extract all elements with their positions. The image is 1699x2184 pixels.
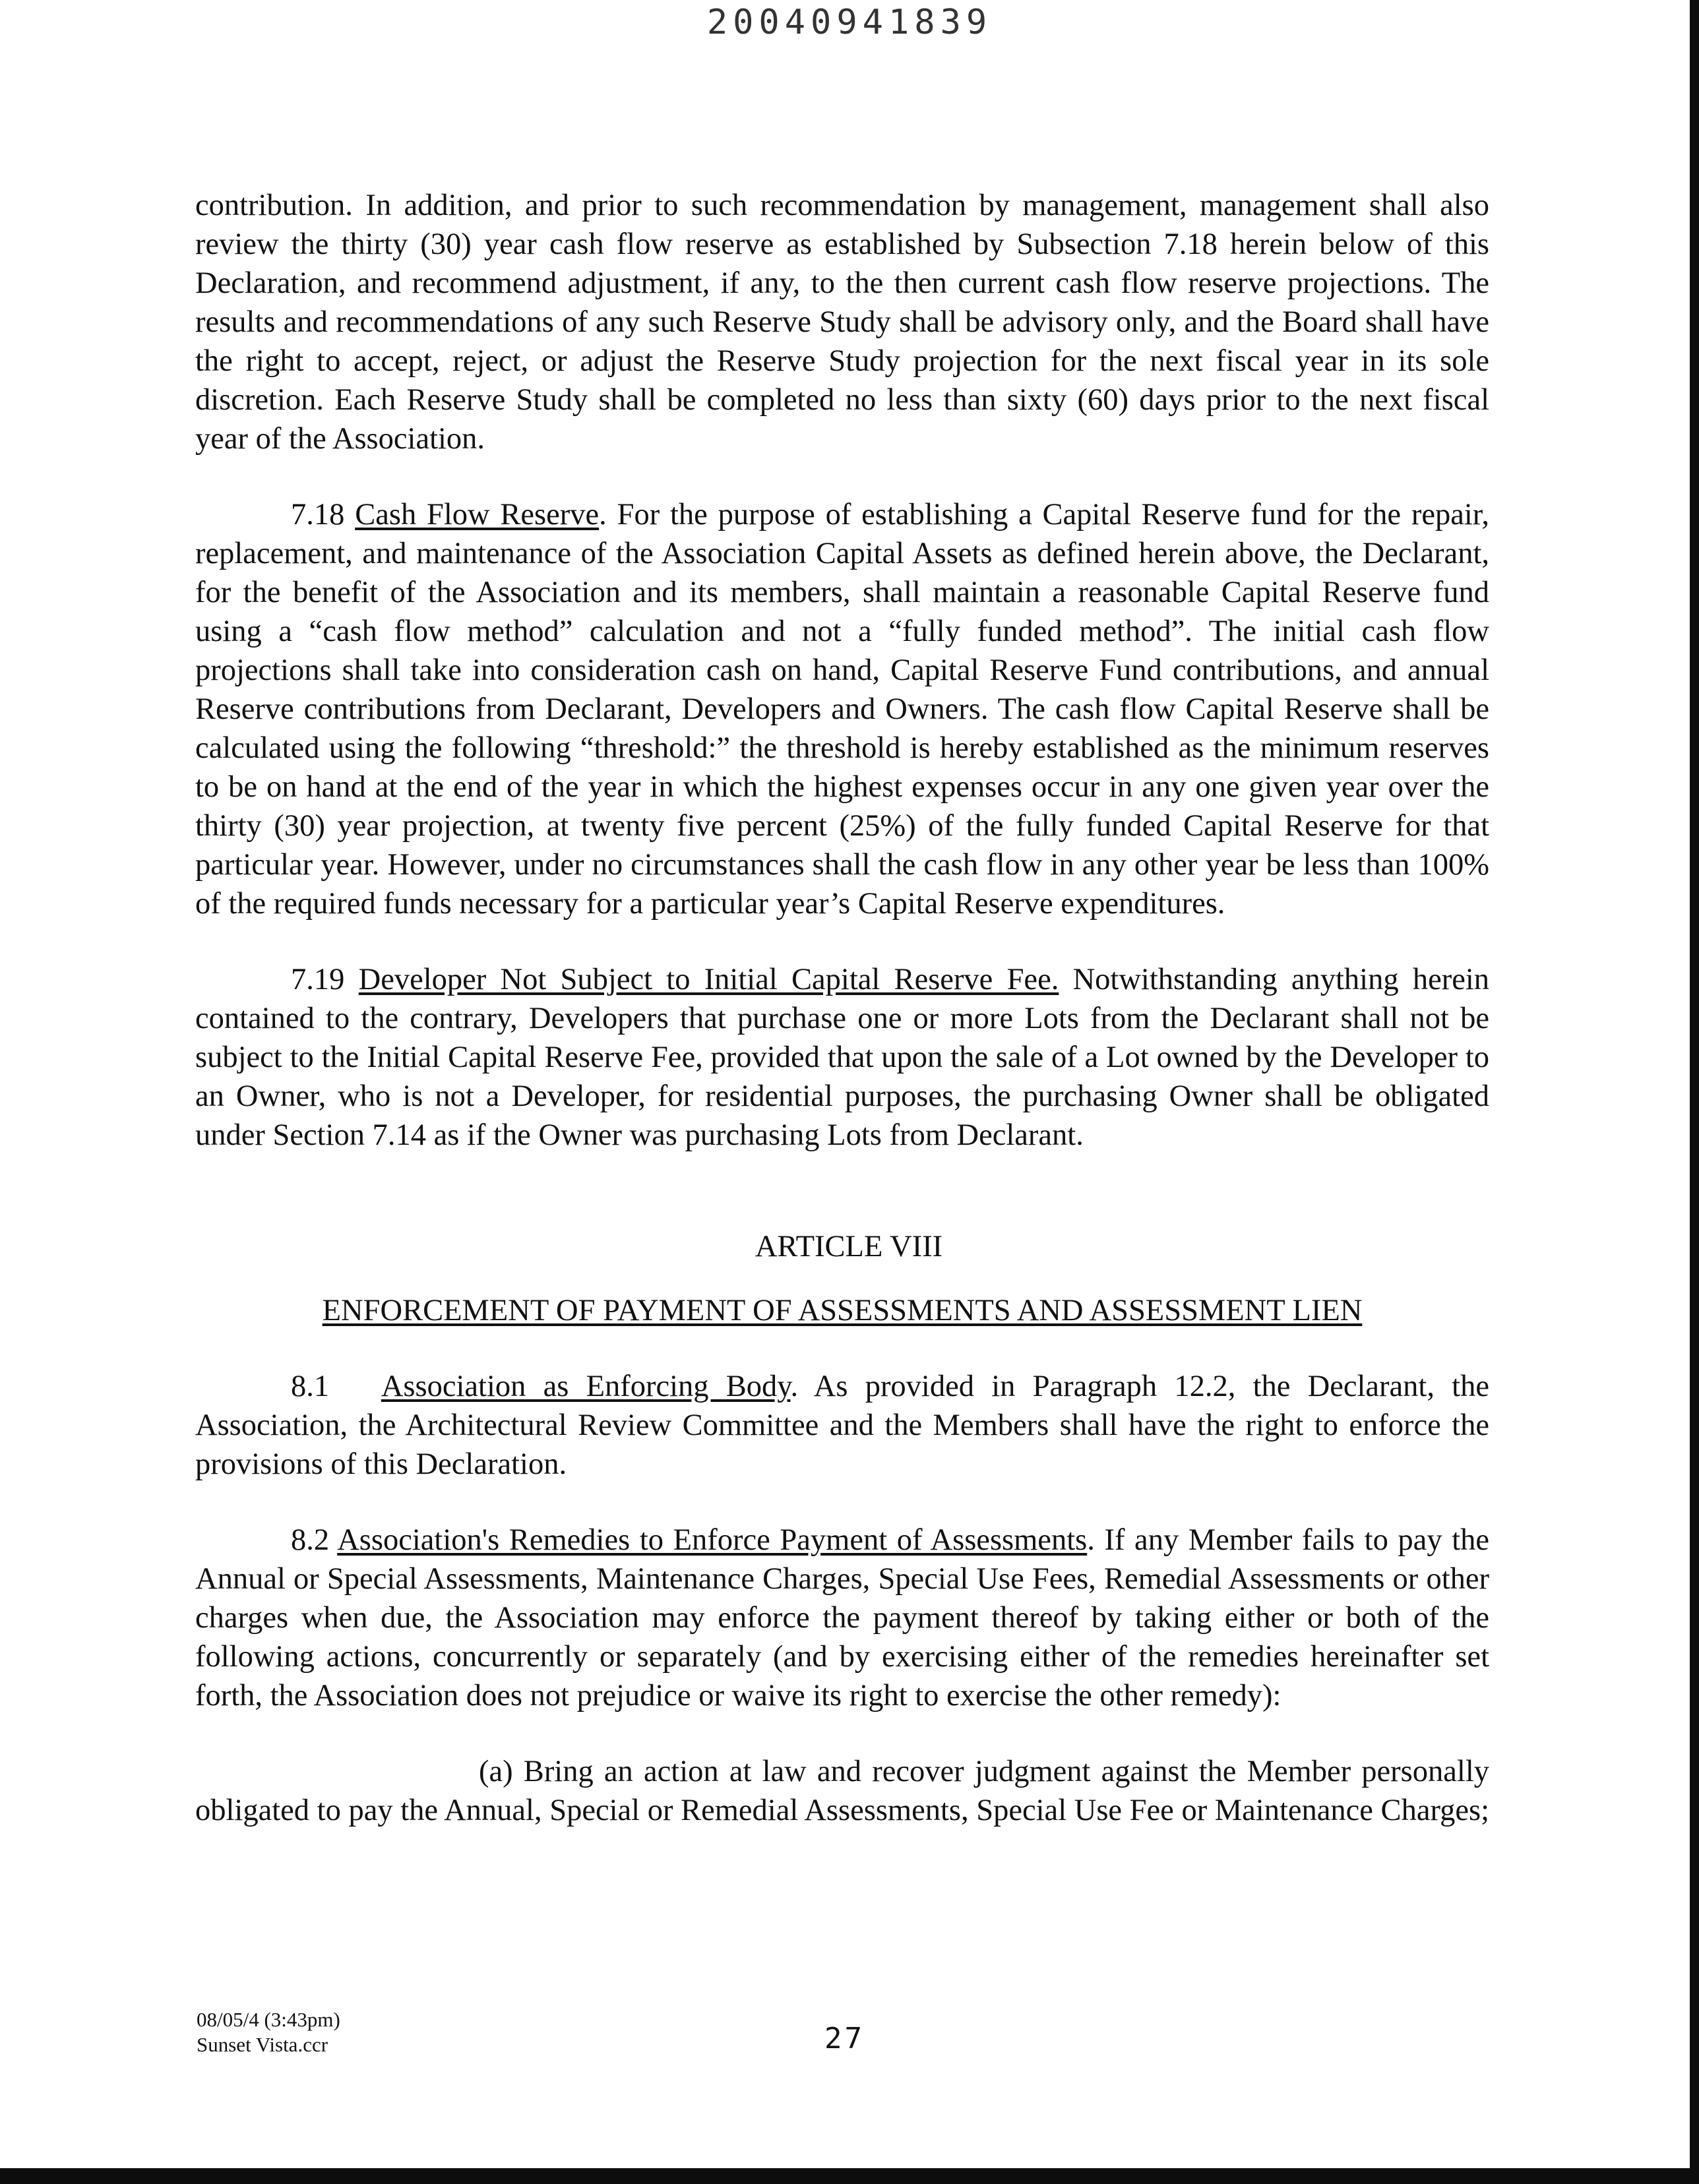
section-number: 8.2 — [291, 1523, 330, 1557]
section-8-2-a: (a) Bring an action at law and recover judgment against the Member personally obligated to pay the Annual, Special or Remedial Assessments, Special Use Fee or Maintenance Charges; — [195, 1755, 1490, 1827]
section-text: . For the purpose of establishing a Capital Reserve fund for the repair, replacement, and maintenance of the Association Capital Assets as defined herein above, the Declarant, for the benefit of the Association and its members, shall maintain a reasonable Capital Reserve fund using a “cash flow method” calculation and not a “fully funded method”. The initial cash flow projections shall take into consideration cash on hand, Capital Reserve Fund contributions, and annual Reserve contributions from Declarant, Developers and Owners. The cash flow Capital Reserve shall be calculated using the following “threshold:” the threshold is hereby established as the minimum reserves to be on hand at the end of the year in which the highest expenses occur in any one given year over the thirty (30) year projection, at twenty five percent (25%) of the fully funded Capital Reserve for that particular year. However, under no circumstances shall the cash flow in any other year be less than 100% of the required funds necessary for a particular year’s Capital Reserve expenditures. — [195, 498, 1490, 921]
section-heading: Association as Enforcing Body — [381, 1370, 791, 1403]
footer-date: 08/05/4 (3:43pm) — [197, 2008, 340, 2031]
section-heading: Cash Flow Reserve — [355, 498, 600, 531]
page-number: 27 — [824, 2022, 865, 2055]
section-text: Notwithstanding anything herein contained to the contrary, Developers that purchase one or more Lots from the Declarant shall not be subject to the Initial Capital Reserve Fee, provided that upon the sale of a Lot owned by the Developer to an Owner, who is not a Developer, for residential purposes, the purchasing Owner shall be obligated under Section 7.14 as if the Owner was purchasing Lots from Declarant. — [195, 963, 1490, 1152]
paragraph-continuation: contribution. In addition, and prior to such recommendation by management, management shall also review the thirty (30) year cash flow reserve as established by Subsection 7.18 herein below of this Declaration, and recommend adjustment, if any, to the then current cash flow reserve projections. The results and recommendations of any such Reserve Study shall be advisory only, and the Board shall have the right to accept, reject, or adjust the Reserve Study projection for the next fiscal year in its sole discretion. Each Reserve Study shall be completed no less than sixty (60) days prior to the next fiscal year of the Association. — [195, 189, 1489, 456]
article-subtitle-text: ENFORCEMENT OF PAYMENT OF ASSESSMENTS AND ASSESSMENT LIEN — [322, 1294, 1363, 1327]
section-number: 8.1 — [291, 1370, 330, 1403]
section-8-1 — [195, 1367, 1489, 1484]
document-number: 20040941839 — [706, 3, 993, 42]
article-subtitle — [195, 1291, 1489, 1330]
section-number: 7.19 — [291, 963, 345, 996]
page-edge-right — [1690, 0, 1699, 2184]
footer-filename: Sunset Vista.ccr — [197, 2033, 328, 2056]
section-7-18 — [195, 495, 1489, 923]
section-7-19 — [195, 960, 1489, 1155]
section-number: 7.18 — [291, 498, 345, 531]
document-body — [195, 186, 1489, 1830]
section-text: . As provided in Paragraph 12.2, the Declarant, the Association, the Architectural Review Committee and the Members shall have the right to enforce the provisions of this Declaration. — [195, 1370, 1489, 1481]
section-heading: Developer Not Subject to Initial Capital Reserve Fee. — [358, 963, 1059, 996]
page-edge-bottom — [0, 2168, 1699, 2184]
section-text: . If any Member fails to pay the Annual or Special Assessments, Maintenance Charges, Special Use Fees, Remedial Assessments or other charges when due, the Association may enforce the payment thereof by taking either or both of the following actions, concurrently or separately (and by exercising either of the remedies hereinafter set forth, the Association does not prejudice or waive its right to exercise the other remedy): — [195, 1523, 1490, 1713]
article-title: ARTICLE VIII — [755, 1230, 943, 1263]
section-8-2 — [195, 1521, 1489, 1715]
section-heading: Association's Remedies to Enforce Payment of Assessments — [337, 1523, 1088, 1557]
footer-file-info — [197, 2007, 340, 2057]
